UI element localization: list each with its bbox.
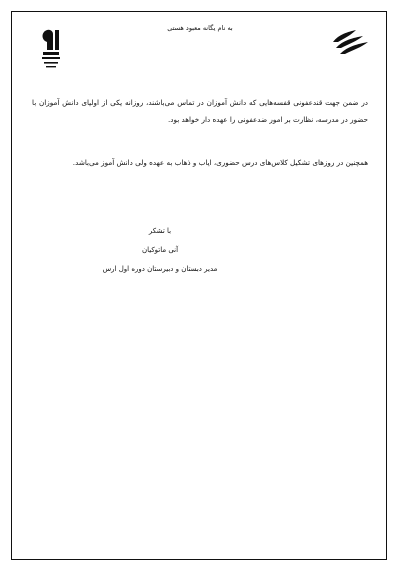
signature-closing: با تشکر <box>148 227 172 235</box>
school-logo-icon <box>39 28 63 70</box>
body-paragraph-2: همچنین در روزهای تشکیل کلاس‌های درس حضوری، ایاب و ذهاب به عهده ولی دانش آموز می‌باشد. <box>72 158 368 167</box>
signature-name: آنی ماتوکیان <box>141 246 179 254</box>
header-title: به نام یگانه معبود هستی <box>167 24 233 32</box>
wave-emblem-icon <box>330 28 370 56</box>
body-paragraph-1: در ضمن جهت قندعفونی قفسه‌هایی که دانش آموزان در تماس می‌باشند، روزانه یکی از اولیای دانش آموزان با حضور در مدرسه، نظارت بر امور ضدعفونی را عهده دار خواهد بود. <box>32 98 368 124</box>
signature-title: مدیر دبستان و دبیرستان دوره اول ارس <box>102 265 218 273</box>
